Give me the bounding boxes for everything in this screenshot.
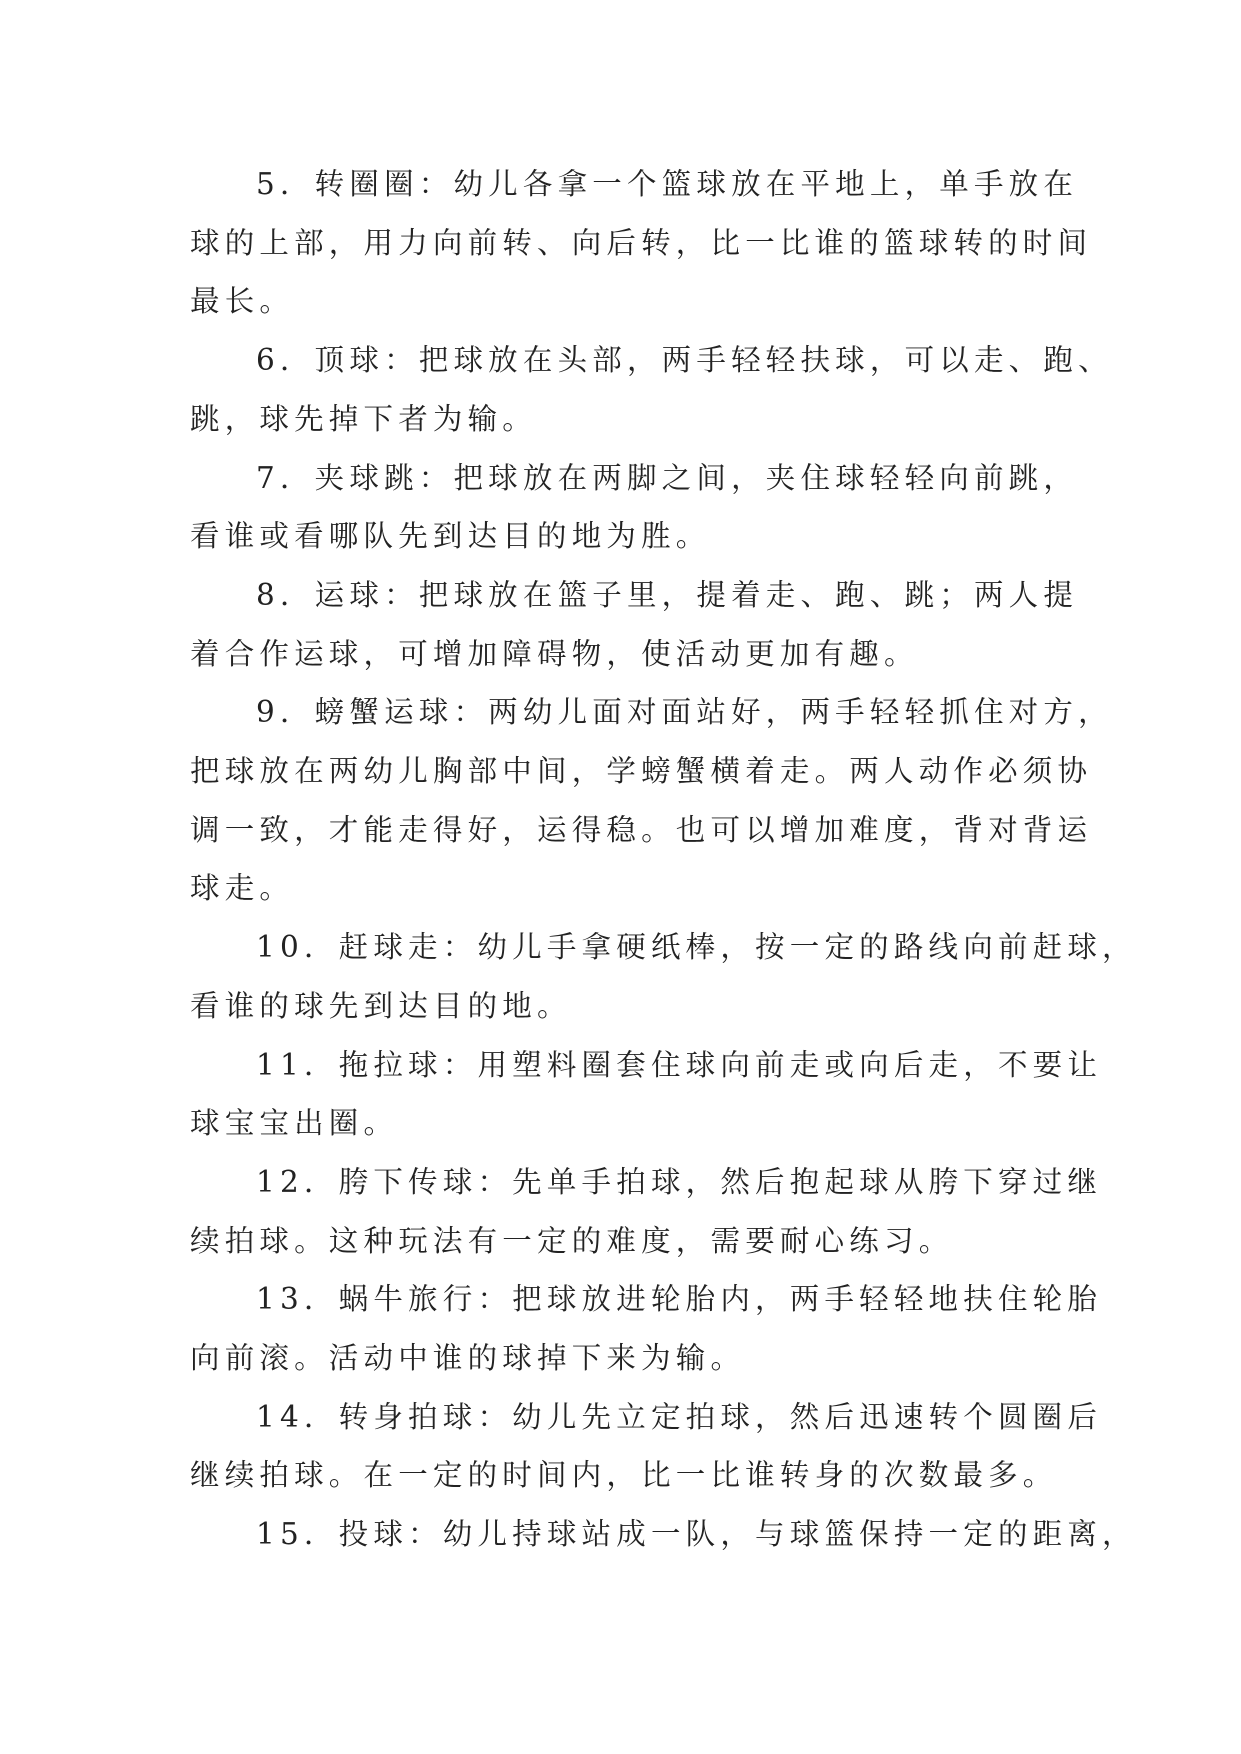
paragraph-line: 12．胯下传球：先单手拍球，然后抱起球从胯下穿过继 bbox=[256, 1164, 1103, 1199]
paragraph-10 bbox=[190, 918, 1137, 1035]
paragraph-line: 调一致，才能走得好，运得稳。也可以增加难度，背对背运 bbox=[190, 812, 1093, 847]
document-body bbox=[190, 155, 1137, 1564]
paragraph-6 bbox=[190, 331, 1113, 448]
paragraph-line: 5．转圈圈：幼儿各拿一个篮球放在平地上，单手放在 bbox=[256, 167, 1079, 201]
paragraph-line: 10．赶球走：幼儿手拿硬纸棒，按一定的路线向前赶球， bbox=[256, 930, 1137, 965]
paragraph-8 bbox=[190, 566, 1079, 683]
paragraph-13 bbox=[190, 1270, 1103, 1387]
paragraph-5 bbox=[190, 155, 1093, 331]
paragraph-line: 球宝宝出圈。 bbox=[190, 1106, 399, 1141]
paragraph-15 bbox=[190, 1505, 1137, 1564]
paragraph-line: 球的上部，用力向前转、向后转，比一比谁的篮球转的时间 bbox=[190, 225, 1093, 260]
paragraph-line: 11．拖拉球：用塑料圈套住球向前走或向后走，不要让 bbox=[256, 1047, 1103, 1082]
paragraph-line: 15．投球：幼儿持球站成一队，与球篮保持一定的距离， bbox=[256, 1517, 1137, 1552]
paragraph-line: 6．顶球：把球放在头部，两手轻轻扶球，可以走、跑、 bbox=[256, 343, 1113, 378]
paragraph-line: 14．转身拍球：幼儿先立定拍球，然后迅速转个圆圈后 bbox=[256, 1399, 1103, 1434]
paragraph-line: 7．夹球跳：把球放在两脚之间，夹住球轻轻向前跳， bbox=[256, 460, 1079, 495]
paragraph-line: 13．蜗牛旅行：把球放进轮胎内，两手轻轻地扶住轮胎 bbox=[256, 1282, 1103, 1317]
paragraph-line: 续拍球。这种玩法有一定的难度，需要耐心练习。 bbox=[190, 1223, 954, 1258]
paragraph-line: 向前滚。活动中谁的球掉下来为输。 bbox=[190, 1341, 746, 1376]
paragraph-line: 球走。 bbox=[190, 871, 295, 906]
paragraph-line: 跳，球先掉下者为输。 bbox=[190, 401, 538, 436]
paragraph-12 bbox=[190, 1153, 1103, 1270]
paragraph-line: 着合作运球，可增加障碍物，使活动更加有趣。 bbox=[190, 636, 919, 671]
paragraph-11 bbox=[190, 1036, 1103, 1153]
paragraph-line: 9．螃蟹运球：两幼儿面对面站好，两手轻轻抓住对方， bbox=[256, 695, 1113, 730]
paragraph-line: 继续拍球。在一定的时间内，比一比谁转身的次数最多。 bbox=[190, 1458, 1058, 1493]
paragraph-9 bbox=[190, 683, 1113, 918]
paragraph-line: 看谁或看哪队先到达目的地为胜。 bbox=[190, 519, 711, 554]
paragraph-line: 看谁的球先到达目的地。 bbox=[190, 988, 572, 1023]
paragraph-14 bbox=[190, 1388, 1103, 1505]
paragraph-7 bbox=[190, 449, 1079, 566]
paragraph-line: 8．运球：把球放在篮子里，提着走、跑、跳；两人提 bbox=[256, 577, 1079, 612]
paragraph-line: 最长。 bbox=[190, 284, 295, 319]
paragraph-line: 把球放在两幼儿胸部中间，学螃蟹横着走。两人动作必须协 bbox=[190, 754, 1093, 789]
